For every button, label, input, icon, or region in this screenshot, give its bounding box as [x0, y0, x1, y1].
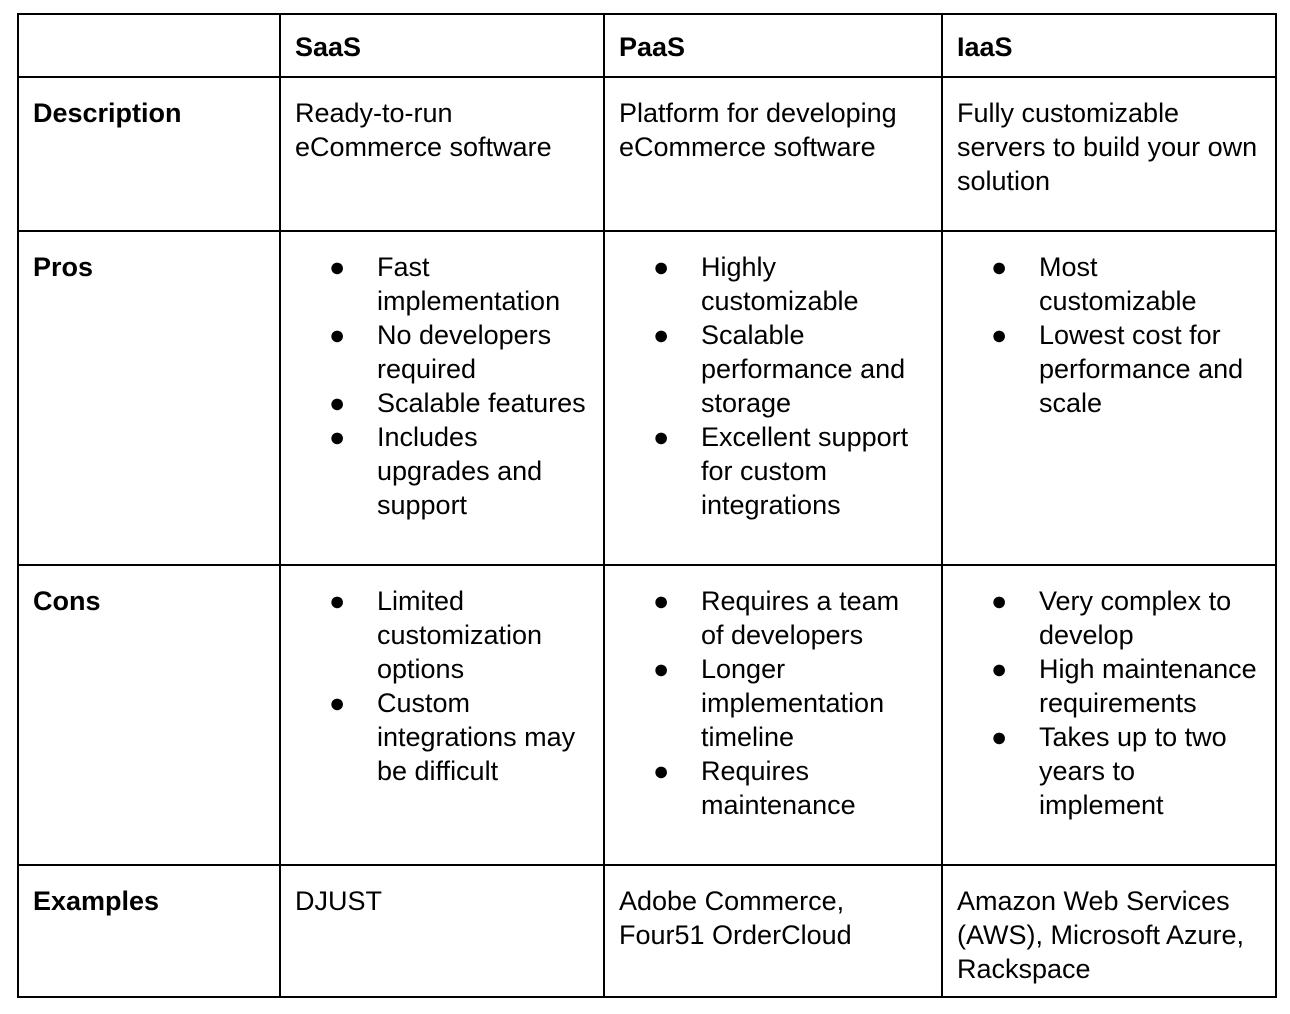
cons-saas-cell [280, 565, 604, 865]
row-label-description: Description [18, 77, 280, 231]
cons-paas-cell [604, 565, 942, 865]
cons-paas-list [619, 584, 927, 822]
bullet-icon: ● [653, 586, 670, 616]
bullet-text: Requires a team of developers [701, 586, 900, 650]
pros-saas-cell [280, 231, 604, 565]
header-row [18, 14, 1276, 77]
bullet-icon: ● [991, 654, 1008, 684]
bullet-text: Includes upgrades and support [377, 422, 543, 520]
comparison-table [17, 13, 1277, 998]
bullet-text: Limited customization options [377, 586, 543, 684]
bullet-icon: ● [329, 688, 346, 718]
pros-paas-list [619, 250, 927, 522]
bullet-text: Highly customizable [701, 252, 859, 316]
header-corner-cell [18, 14, 280, 77]
description-paas: Platform for developing eCommerce software [604, 77, 942, 231]
bullet-text: Scalable performance and storage [701, 320, 906, 418]
bullet-item [957, 318, 1261, 420]
bullet-text: Fast implementation [377, 252, 561, 316]
examples-iaas: Amazon Web Services (AWS), Microsoft Azure, Rackspace [942, 865, 1276, 997]
bullet-item [619, 250, 927, 318]
bullet-text: Most customizable [1039, 252, 1197, 316]
bullet-item [619, 652, 927, 754]
pros-row [18, 231, 1276, 565]
bullet-item [295, 318, 589, 386]
row-label-pros: Pros [18, 231, 280, 565]
header-saas: SaaS [280, 14, 604, 77]
bullet-icon: ● [329, 388, 346, 418]
bullet-text: Scalable features [377, 388, 586, 418]
pros-paas-cell [604, 231, 942, 565]
pros-iaas-list [957, 250, 1261, 420]
bullet-text: No developers required [377, 320, 552, 384]
examples-paas: Adobe Commerce, Four51 OrderCloud [604, 865, 942, 997]
pros-iaas-cell [942, 231, 1276, 565]
bullet-item [619, 420, 927, 522]
row-label-examples: Examples [18, 865, 280, 997]
bullet-icon: ● [653, 252, 670, 282]
bullet-icon: ● [329, 320, 346, 350]
description-row [18, 77, 1276, 231]
description-iaas: Fully customizable servers to build your own solution [942, 77, 1276, 231]
bullet-icon: ● [991, 320, 1008, 350]
bullet-text: High maintenance requirements [1039, 654, 1257, 718]
cons-iaas-list [957, 584, 1261, 822]
examples-saas: DJUST [280, 865, 604, 997]
bullet-item [295, 250, 589, 318]
bullet-item [619, 584, 927, 652]
bullet-item [619, 754, 927, 822]
bullet-text: Excellent support for custom integrations [701, 422, 909, 520]
bullet-icon: ● [991, 252, 1008, 282]
bullet-text: Requires maintenance [701, 756, 856, 820]
header-paas: PaaS [604, 14, 942, 77]
bullet-text: Longer implementation timeline [701, 654, 885, 752]
header-iaas: IaaS [942, 14, 1276, 77]
bullet-text: Lowest cost for performance and scale [1039, 320, 1244, 418]
bullet-item [957, 720, 1261, 822]
bullet-text: Very complex to develop [1039, 586, 1232, 650]
bullet-item [295, 386, 589, 420]
bullet-text: Custom integrations may be difficult [377, 688, 576, 786]
bullet-icon: ● [329, 422, 346, 452]
bullet-item [295, 686, 589, 788]
bullet-item [619, 318, 927, 420]
cons-iaas-cell [942, 565, 1276, 865]
bullet-icon: ● [329, 586, 346, 616]
pros-saas-list [295, 250, 589, 522]
bullet-item [295, 420, 589, 522]
bullet-item [957, 652, 1261, 720]
bullet-item [957, 584, 1261, 652]
bullet-icon: ● [653, 756, 670, 786]
bullet-icon: ● [991, 586, 1008, 616]
bullet-item [295, 584, 589, 686]
bullet-icon: ● [653, 320, 670, 350]
bullet-icon: ● [653, 654, 670, 684]
bullet-icon: ● [653, 422, 670, 452]
cons-saas-list [295, 584, 589, 788]
row-label-cons: Cons [18, 565, 280, 865]
bullet-text: Takes up to two years to implement [1039, 722, 1227, 820]
cons-row [18, 565, 1276, 865]
bullet-icon: ● [329, 252, 346, 282]
bullet-icon: ● [991, 722, 1008, 752]
description-saas: Ready-to-run eCommerce software [280, 77, 604, 231]
examples-row [18, 865, 1276, 997]
bullet-item [957, 250, 1261, 318]
